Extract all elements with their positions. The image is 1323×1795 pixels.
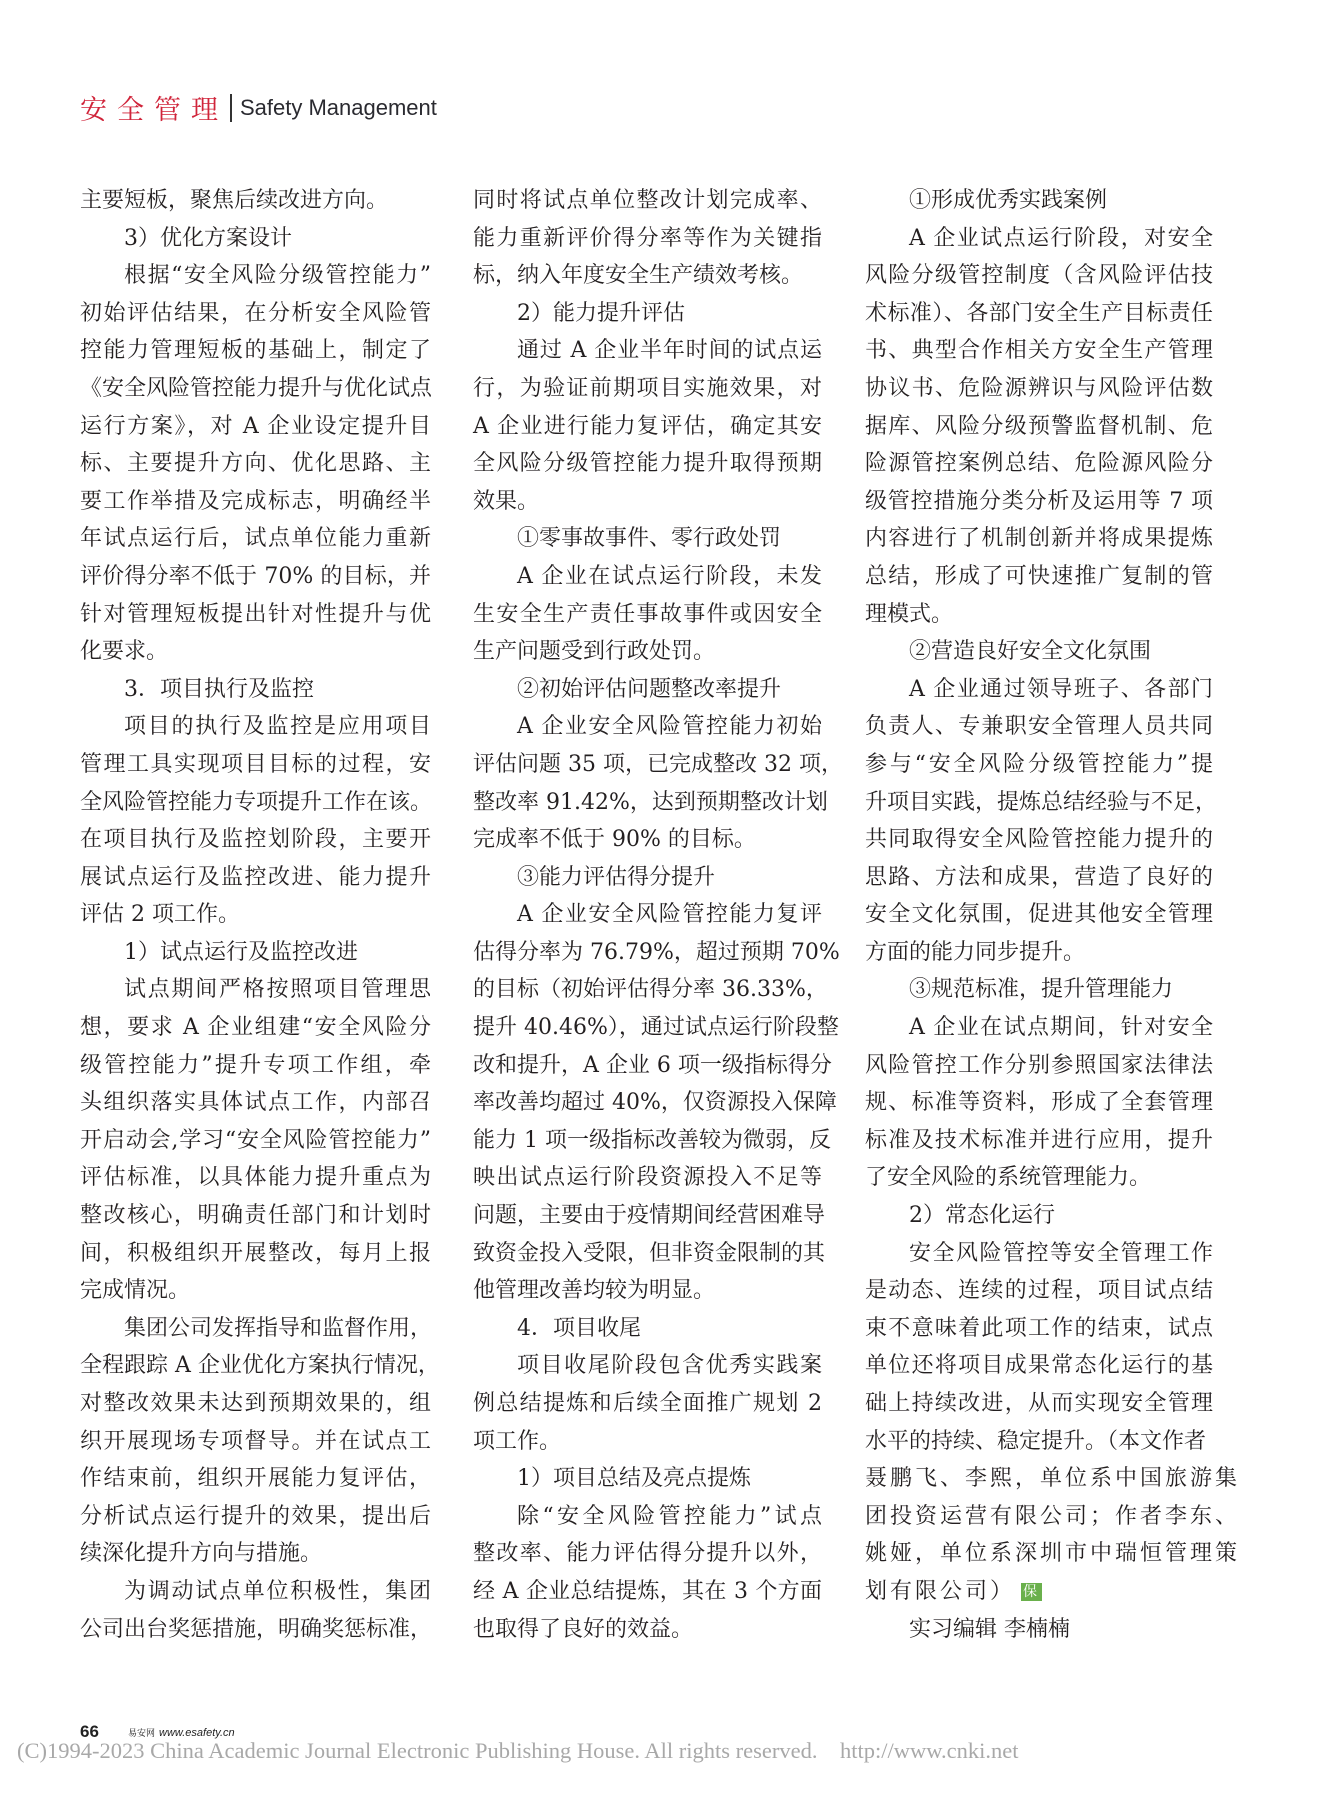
text-line: 评估 2 项工作。: [80, 902, 240, 928]
page-number: 66: [80, 1722, 99, 1741]
text-line: 全程跟踪 A 企业优化方案执行情况，: [80, 1353, 440, 1379]
text-line: 总结，形成了可快速推广复制的管: [865, 563, 1213, 589]
paragraph: [473, 1347, 822, 1460]
text-line: 根据“安全风险分级管控能力”: [124, 263, 431, 289]
text-line: 据库、风险分级预警监督机制、危: [865, 413, 1213, 439]
text-line: 3．项目执行及监控: [124, 676, 314, 702]
text-line: 1）项目总结及亮点提炼: [517, 1466, 751, 1492]
text-line: 完成情况。: [80, 1278, 191, 1304]
text-line: 想，要求 A 企业组建“安全风险分: [80, 1015, 431, 1041]
text-line: 管理工具实现项目目标的过程，安: [80, 751, 431, 777]
text-line: 针对管理短板提出针对性提升与优: [80, 601, 431, 627]
text-line: A 企业在试点运行阶段，未发: [517, 563, 822, 589]
text-line: 织开展现场专项督导。并在试点工: [80, 1428, 431, 1454]
text-line: 聂鹏飞、李熙，单位系中国旅游集: [865, 1466, 1241, 1492]
paragraph: [865, 1460, 1241, 1610]
text-line: 也取得了良好的效益。: [473, 1616, 694, 1642]
site-name: 易安网: [128, 1728, 156, 1738]
text-line: ③能力评估得分提升: [517, 864, 716, 890]
text-line: 他管理改善均较为明显。: [473, 1278, 716, 1304]
section-header: [80, 88, 437, 127]
text-line: 续深化提升方向与措施。: [80, 1541, 323, 1567]
text-line: A 企业安全风险管控能力复评: [517, 902, 822, 928]
paragraph: [865, 182, 1213, 220]
paragraph: [80, 1310, 440, 1573]
text-line: A 企业试点运行阶段，对安全: [909, 225, 1213, 251]
paragraph: [473, 671, 822, 709]
text-line: 术标准）、各部门安全生产目标责任: [865, 300, 1213, 326]
article-end-badge-icon: 保: [1023, 1583, 1041, 1600]
section-title-en: Safety Management: [240, 94, 437, 120]
text-line: 评估标准，以具体能力提升重点为: [80, 1165, 431, 1191]
text-line: 公司出台奖惩措施，明确奖惩标准，: [80, 1616, 433, 1642]
text-line: 主要短板，聚焦后续改进方向。: [80, 188, 389, 213]
paragraph: [473, 182, 822, 295]
text-line: 是动态、连续的过程，项目试点结: [865, 1278, 1213, 1304]
paragraph: [80, 708, 431, 934]
text-line: ②初始评估问题整改率提升: [517, 676, 782, 702]
text-line: 整改核心，明确责任部门和计划时: [80, 1203, 431, 1229]
text-line: 化要求。: [80, 639, 169, 665]
paragraph: [473, 520, 822, 558]
text-line: 提升 40.46%），通过试点运行阶段整: [473, 1015, 839, 1041]
text-line: 试点期间严格按照项目管理思: [124, 977, 431, 1003]
text-line: A 企业通过领导班子、各部门: [909, 676, 1213, 702]
text-line: 在项目执行及监控划阶段，主要开: [80, 827, 431, 853]
text-line: 作结束前，组织开展能力复评估，: [80, 1466, 431, 1492]
text-line: 项目收尾阶段包含优秀实践案: [517, 1353, 822, 1379]
text-line: 评价得分率不低于 70% 的目标，并: [80, 563, 431, 589]
text-line: 标，纳入年度安全生产绩效考核。: [473, 263, 804, 289]
paragraph: [865, 1235, 1213, 1461]
text-line: 姚娅，单位系深圳市中瑞恒管理策: [865, 1541, 1241, 1567]
text-line: 同时将试点单位整改计划完成率、: [473, 188, 822, 213]
paragraph: [80, 220, 431, 258]
text-line: ③规范标准，提升管理能力: [909, 977, 1174, 1003]
text-line: 整改率、能力评估得分提升以外，: [473, 1541, 822, 1567]
text-line: ②营造良好安全文化氛围: [909, 639, 1152, 665]
text-line: 1）试点运行及监控改进: [124, 939, 358, 965]
text-line: 方面的能力同步提升。: [865, 939, 1086, 965]
text-line: 参与“安全风险分级管控能力”提: [865, 751, 1213, 777]
paragraph: [473, 896, 840, 1310]
paragraph: [473, 332, 822, 520]
text-line: 划有限公司） 保: [865, 1578, 1041, 1604]
site-url: www.esafety.cn: [159, 1727, 235, 1739]
text-line: 级管控能力”提升专项工作组，牵: [80, 1052, 431, 1078]
text-line: 规、标准等资料，形成了全套管理: [865, 1090, 1213, 1116]
text-line: ①零事故事件、零行政处罚: [517, 526, 782, 552]
text-line: 头组织落实具体试点工作，内部召: [80, 1090, 431, 1116]
text-line: 全风险分级管控能力提升取得预期: [473, 451, 822, 477]
text-line: 初始评估结果，在分析安全风险管: [80, 300, 431, 326]
text-line: 控能力管理短板的基础上，制定了: [80, 338, 431, 364]
text-line: 风险管控工作分别参照国家法律法: [865, 1052, 1213, 1078]
text-line: 单位还将项目成果常态化运行的基: [865, 1353, 1213, 1379]
paragraph: [473, 1460, 822, 1498]
text-line: 映出试点运行阶段资源投入不足等: [473, 1165, 822, 1191]
text-line: 团投资运营有限公司；作者李东、: [865, 1503, 1241, 1529]
text-line: 安全风险管控等安全管理工作: [909, 1240, 1213, 1266]
paragraph: [80, 934, 431, 972]
text-line: 安全文化氛围，促进其他安全管理: [865, 902, 1213, 928]
text-line: 级管控措施分类分析及运用等 7 项: [865, 488, 1213, 514]
text-line: 年试点运行后，试点单位能力重新: [80, 526, 431, 552]
text-line: ①形成优秀实践案例: [909, 188, 1108, 213]
text-line: 率改善均超过 40%，仅资源投入保障: [473, 1090, 837, 1116]
paragraph: [865, 1197, 1213, 1235]
text-line: 整改率 91.42%，达到预期整改计划: [473, 789, 828, 815]
paragraph: [865, 1009, 1213, 1197]
text-line: 展试点运行及监控改进、能力提升: [80, 864, 431, 890]
text-line: 行，为验证前期项目实施效果，对: [473, 375, 822, 401]
text-line: 水平的持续、稳定提升。（本文作者: [865, 1428, 1207, 1454]
text-line: 2）能力提升评估: [517, 300, 685, 326]
text-line: 间，积极组织开展整改，每月上报: [80, 1240, 431, 1266]
paragraph: [80, 971, 431, 1309]
text-line: 的目标（初始评估得分率 36.33%，: [473, 977, 828, 1003]
text-line: 负责人、专兼职安全管理人员共同: [865, 714, 1213, 740]
section-title-cn: 安全管理: [80, 95, 228, 126]
paragraph: [473, 1310, 822, 1348]
paragraph: [80, 1573, 431, 1648]
text-line: 项目的执行及监控是应用项目: [124, 714, 431, 740]
paragraph: [473, 295, 822, 333]
text-line: 致资金投入受限，但非资金限制的其: [473, 1240, 826, 1266]
paragraph: [865, 633, 1213, 671]
text-line: 险源管控案例总结、危险源风险分: [865, 451, 1213, 477]
text-line: 集团公司发挥指导和监督作用，: [124, 1315, 433, 1341]
text-line: 对整改效果未达到预期效果的，组: [80, 1391, 431, 1416]
paragraph: [865, 220, 1213, 634]
text-line: 2）常态化运行: [909, 1203, 1055, 1229]
text-line: 标、主要提升方向、优化思路、主: [80, 451, 431, 477]
paragraph: [865, 671, 1218, 972]
copyright-watermark: (C)1994-2023 China Academic Journal Electronic Publishing House. All rights reserved. http://www.cnki.net: [17, 1738, 1019, 1763]
text-line: 评估问题 35 项，已完成整改 32 项，: [473, 751, 843, 777]
text-line: A 企业进行能力复评估，确定其安: [473, 413, 822, 439]
text-line: 经 A 企业总结提炼，其在 3 个方面: [473, 1578, 822, 1604]
text-line: 3）优化方案设计: [124, 225, 292, 251]
text-line: 估得分率为 76.79%，超过预期 70%: [473, 939, 840, 965]
text-line: 全风险管控能力专项提升工作在该。: [80, 789, 433, 815]
text-line: 例总结提炼和后续全面推广规划 2: [473, 1391, 822, 1416]
text-line: 内容进行了机制创新并将成果提炼: [865, 526, 1213, 552]
paragraph: [865, 1611, 1213, 1649]
text-line: 了安全风险的系统管理能力。: [865, 1165, 1152, 1191]
text-line: 升项目实践，提炼总结经验与不足，: [865, 789, 1218, 815]
column-2: [473, 182, 843, 1648]
text-line: 生产问题受到行政处罚。: [473, 639, 716, 665]
text-line: 能力 1 项一级指标改善较为微弱，反: [473, 1127, 831, 1153]
text-line: 运行方案》，对 A 企业设定提升目: [80, 413, 431, 439]
column-1: [80, 182, 440, 1648]
paragraph: [473, 558, 822, 671]
text-line: 书、典型合作相关方安全生产管理: [865, 338, 1213, 364]
text-line: 标准及技术标准并进行应用，提升: [865, 1127, 1213, 1153]
text-line: 4．项目收尾: [517, 1315, 641, 1341]
text-line: 《安全风险管控能力提升与优化试点: [80, 375, 433, 401]
paragraph: [473, 859, 822, 897]
text-line: 能力重新评价得分率等作为关键指: [473, 225, 822, 251]
text-line: 理模式。: [865, 601, 954, 627]
text-line: 生安全生产责任事故事件或因安全: [473, 601, 822, 627]
text-line: 础上持续改进，从而实现安全管理: [865, 1391, 1213, 1416]
column-3: [865, 182, 1241, 1648]
paragraph: [865, 971, 1213, 1009]
text-line: 除“安全风险管控能力”试点: [517, 1503, 822, 1529]
paragraph: [80, 182, 431, 220]
text-line: 开启动会,学习“安全风险管控能力”: [80, 1127, 431, 1153]
text-line: 风险分级管控制度（含风险评估技: [865, 263, 1213, 289]
text-line: 束不意味着此项工作的结束，试点: [865, 1315, 1213, 1341]
paragraph: [80, 671, 431, 709]
text-line: 问题，主要由于疫情期间经营困难导: [473, 1203, 826, 1229]
text-line: 通过 A 企业半年时间的试点运: [517, 338, 822, 364]
text-line: 为调动试点单位积极性，集团: [124, 1578, 431, 1604]
header-divider: [230, 94, 232, 122]
text-line: 思路、方法和成果，营造了良好的: [865, 864, 1213, 890]
paragraph: [473, 708, 843, 858]
paragraph: [473, 1498, 822, 1648]
text-line: A 企业在试点期间，针对安全: [909, 1015, 1213, 1041]
text-line: 共同取得安全风险管控能力提升的: [865, 827, 1213, 853]
text-line: 效果。: [473, 488, 540, 514]
text-line: 协议书、危险源辨识与风险评估数: [865, 375, 1213, 401]
text-line: 要工作举措及完成标志，明确经半: [80, 488, 431, 514]
text-line: A 企业安全风险管控能力初始: [517, 714, 822, 740]
paragraph: [80, 257, 431, 671]
text-line: 实习编辑 李楠楠: [909, 1616, 1070, 1642]
text-line: 项工作。: [473, 1428, 562, 1454]
text-line: 完成率不低于 90% 的目标。: [473, 827, 756, 853]
text-line: 分析试点运行提升的效果，提出后: [80, 1503, 431, 1529]
text-line: 改和提升，A 企业 6 项一级指标得分: [473, 1052, 832, 1078]
